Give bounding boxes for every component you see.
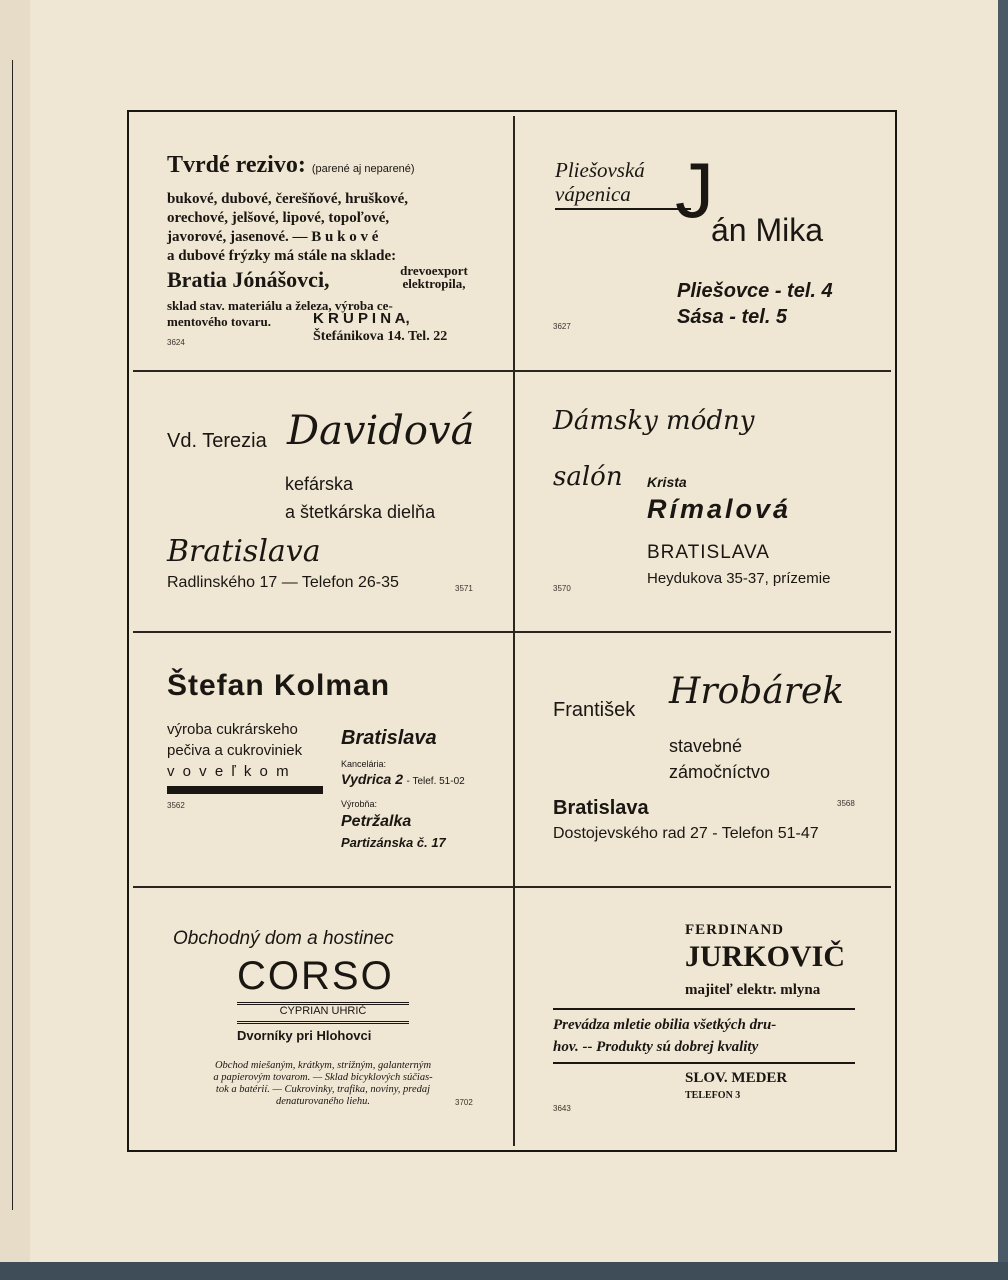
ad-text-line: Obchod miešaným, krátkym, strižným, galanterným bbox=[214, 1060, 432, 1071]
ad-text-line: a papierovým tovarom. — Sklad bicyklových súčias- bbox=[213, 1072, 433, 1083]
ad-town: K R U P I N A, bbox=[313, 310, 410, 327]
ad-text-line: orechové, jelšové, lipové, topoľové, bbox=[167, 210, 390, 226]
ad-line: a štetkárska dielňa bbox=[285, 502, 436, 522]
ad-company-note: drevoexport bbox=[400, 263, 468, 278]
ad-phone: TELEFON 3 bbox=[685, 1090, 741, 1101]
ad-line: v o v e ľ k o m bbox=[167, 763, 291, 780]
ad-text-line: denaturovaného liehu. bbox=[275, 1096, 371, 1107]
ad-surname: Hrobárek bbox=[669, 671, 845, 712]
ad-first-name: Krista bbox=[647, 474, 687, 490]
ad-number: 3562 bbox=[167, 801, 185, 810]
ad-text-line: Prevádza mletie obilia všetkých dru- bbox=[553, 1017, 777, 1033]
ad-prefix: Vd. Terezia bbox=[167, 430, 267, 452]
ad-name: án Mika bbox=[711, 212, 824, 248]
ad-phone: Pliešovce - tel. 4 bbox=[677, 280, 833, 302]
left-page-rule bbox=[6, 60, 13, 1210]
ad-3643 bbox=[515, 888, 895, 1146]
ad-place: SLOV. MEDER bbox=[685, 1070, 788, 1086]
ad-line: salón bbox=[553, 462, 623, 492]
ad-line: vápenica bbox=[555, 182, 631, 206]
ad-3627 bbox=[515, 112, 895, 370]
ad-first-name: FERDINAND bbox=[685, 922, 784, 938]
decorative-bar bbox=[167, 786, 323, 794]
ad-phone: Sása - tel. 5 bbox=[677, 306, 788, 328]
ad-brand: CORSO bbox=[237, 954, 394, 998]
ad-name: Štefan Kolman bbox=[167, 669, 391, 702]
ad-surname: Rímalová bbox=[647, 494, 792, 524]
ad-number: 3643 bbox=[553, 1104, 571, 1113]
ad-address: Radlinského 17 — Telefon 26-35 bbox=[167, 574, 399, 591]
ad-city: Bratislava bbox=[553, 797, 649, 819]
ad-number: 3627 bbox=[553, 322, 571, 331]
ad-works-label: Výrobňa: bbox=[341, 799, 378, 809]
ad-company: Bratia Jónášovci, bbox=[167, 267, 330, 292]
ad-first-name: František bbox=[553, 699, 636, 721]
ad-title: Obchodný dom a hostinec bbox=[173, 928, 394, 949]
ad-3624 bbox=[129, 112, 513, 370]
ad-3568 bbox=[515, 633, 895, 885]
ad-city: BRATISLAVA bbox=[647, 542, 770, 563]
ad-3702 bbox=[129, 888, 513, 1146]
ad-text-line: a dubové frýzky má stále na sklade: bbox=[167, 248, 397, 264]
ad-address: Dostojevského rad 27 - Telefon 51-47 bbox=[553, 825, 819, 842]
ad-address: Heydukova 35-37, prízemie bbox=[647, 570, 831, 587]
ad-company-note: elektropila, bbox=[402, 276, 466, 291]
ad-line: zámočníctvo bbox=[669, 762, 771, 782]
ad-heading-note: (parené aj neparené) bbox=[311, 163, 415, 175]
ad-works-address: Partizánska č. 17 bbox=[341, 835, 446, 850]
ad-surname: JURKOVIČ bbox=[685, 940, 846, 973]
ad-heading: Tvrdé rezivo: bbox=[167, 152, 306, 178]
ad-sheet bbox=[127, 110, 897, 1152]
ad-text-line: sklad stav. materiálu a železa, výroba ce- bbox=[167, 298, 393, 313]
ad-number: 3571 bbox=[455, 584, 473, 593]
ad-3571 bbox=[129, 372, 513, 630]
ad-line: Dámsky módny bbox=[553, 406, 755, 436]
ad-number: 3570 bbox=[553, 584, 571, 593]
ad-3570 bbox=[515, 372, 895, 630]
ad-place: Dvorníky pri Hlohovci bbox=[237, 1028, 372, 1043]
ad-works: Petržalka bbox=[341, 813, 412, 830]
ad-city: Bratislava bbox=[341, 727, 437, 749]
ad-initial: J bbox=[675, 146, 714, 234]
ad-line: výroba cukrárskeho bbox=[167, 721, 298, 738]
ad-3562 bbox=[129, 633, 513, 885]
ad-owner: CYPRIAN UHRIČ bbox=[279, 1005, 367, 1017]
ad-role: majiteľ elektr. mlyna bbox=[685, 982, 821, 998]
ad-number: 3702 bbox=[455, 1098, 473, 1107]
ad-line: kefárska bbox=[285, 474, 354, 494]
book-cover-edge bbox=[0, 1262, 1008, 1280]
ad-number: 3568 bbox=[837, 799, 855, 808]
ad-text-line: tok a batérií. — Cukrovinky, trafika, noviny, predaj bbox=[215, 1084, 431, 1095]
ad-number: 3624 bbox=[167, 338, 185, 347]
ad-line: Pliešovská bbox=[555, 158, 645, 182]
ad-office-phone: - Telef. 51-02 bbox=[406, 776, 465, 787]
ad-text-line: javorové, jasenové. — B u k o v é bbox=[167, 229, 379, 245]
ad-text-line: bukové, dubové, čerešňové, hruškové, bbox=[167, 191, 408, 207]
ad-office: Vydrica 2 bbox=[341, 771, 404, 787]
ad-line: pečiva a cukroviniek bbox=[167, 742, 303, 759]
ad-city: Bratislava bbox=[167, 534, 321, 569]
ad-name: Davidová bbox=[287, 408, 475, 454]
ad-line: stavebné bbox=[669, 736, 743, 756]
ad-office-label: Kancelária: bbox=[341, 759, 387, 769]
ad-text-line: mentového tovaru. bbox=[167, 314, 271, 329]
decorative-rule bbox=[555, 208, 691, 210]
ad-address: Štefánikova 14. Tel. 22 bbox=[313, 329, 448, 344]
ad-text-line: hov. -- Produkty sú dobrej kvality bbox=[553, 1039, 759, 1055]
